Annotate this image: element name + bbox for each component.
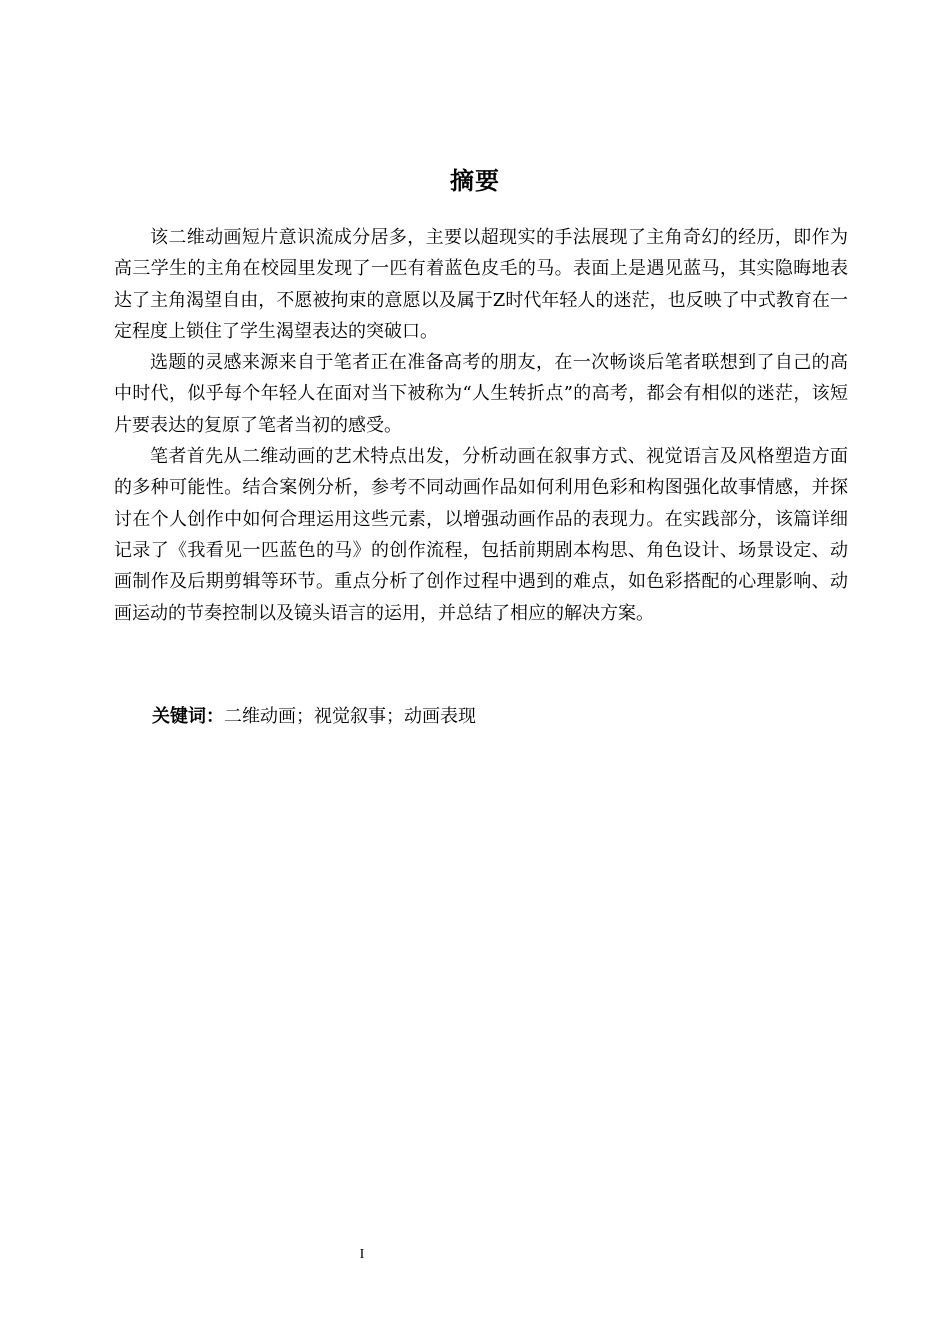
abstract-paragraph-3: 笔者首先从二维动画的艺术特点出发，分析动画在叙事方式、视觉语言及风格塑造方面的多种可能性。结合案例分析，参考不同动画作品如何利用色彩和构图强化故事情感，并探讨在个人创作中如何合理运用这些元素，以增强动画作品的表现力。在实践部分，该篇详细记录了《我看见一匹蓝色的马》的创作流程，包括前期剧本构思、角色设计、场景设定、动画制作及后期剪辑等环节。重点分析了创作过程中遇到的难点，如色彩搭配的心理影响、动画运动的节奏控制以及镜头语言的运用，并总结了相应的解决方案。 [114,446,848,624]
abstract-paragraph-2: 选题的灵感来源来自于笔者正在准备高考的朋友，在一次畅谈后笔者联想到了自己的高中时代，似乎每个年轻人在面对当下被称为“人生转折点”的高考，都会有相似的迷茫，该短片要表达的复原了笔者当初的感受。 [114,352,848,436]
abstract-paragraph-1: 该二维动画短片意识流成分居多，主要以超现实的手法展现了主角奇幻的经历，即作为高三学生的主角在校园里发现了一匹有着蓝色皮毛的马。表面上是遇见蓝马，其实隐晦地表达了主角渴望自由，不愿被拘束的意愿以及属于Z时代年轻人的迷茫，也反映了中式教育在一定程度上锁住了学生渴望表达的突破口。 [114,227,848,342]
page-number: I [359,1247,365,1262]
keywords-line [152,702,476,732]
abstract-title: 摘要 [450,167,500,195]
keywords-text: 二维动画；视觉叙事；动画表现 [224,706,476,727]
keywords-label: 关键词： [152,706,224,727]
abstract-body [114,222,848,629]
